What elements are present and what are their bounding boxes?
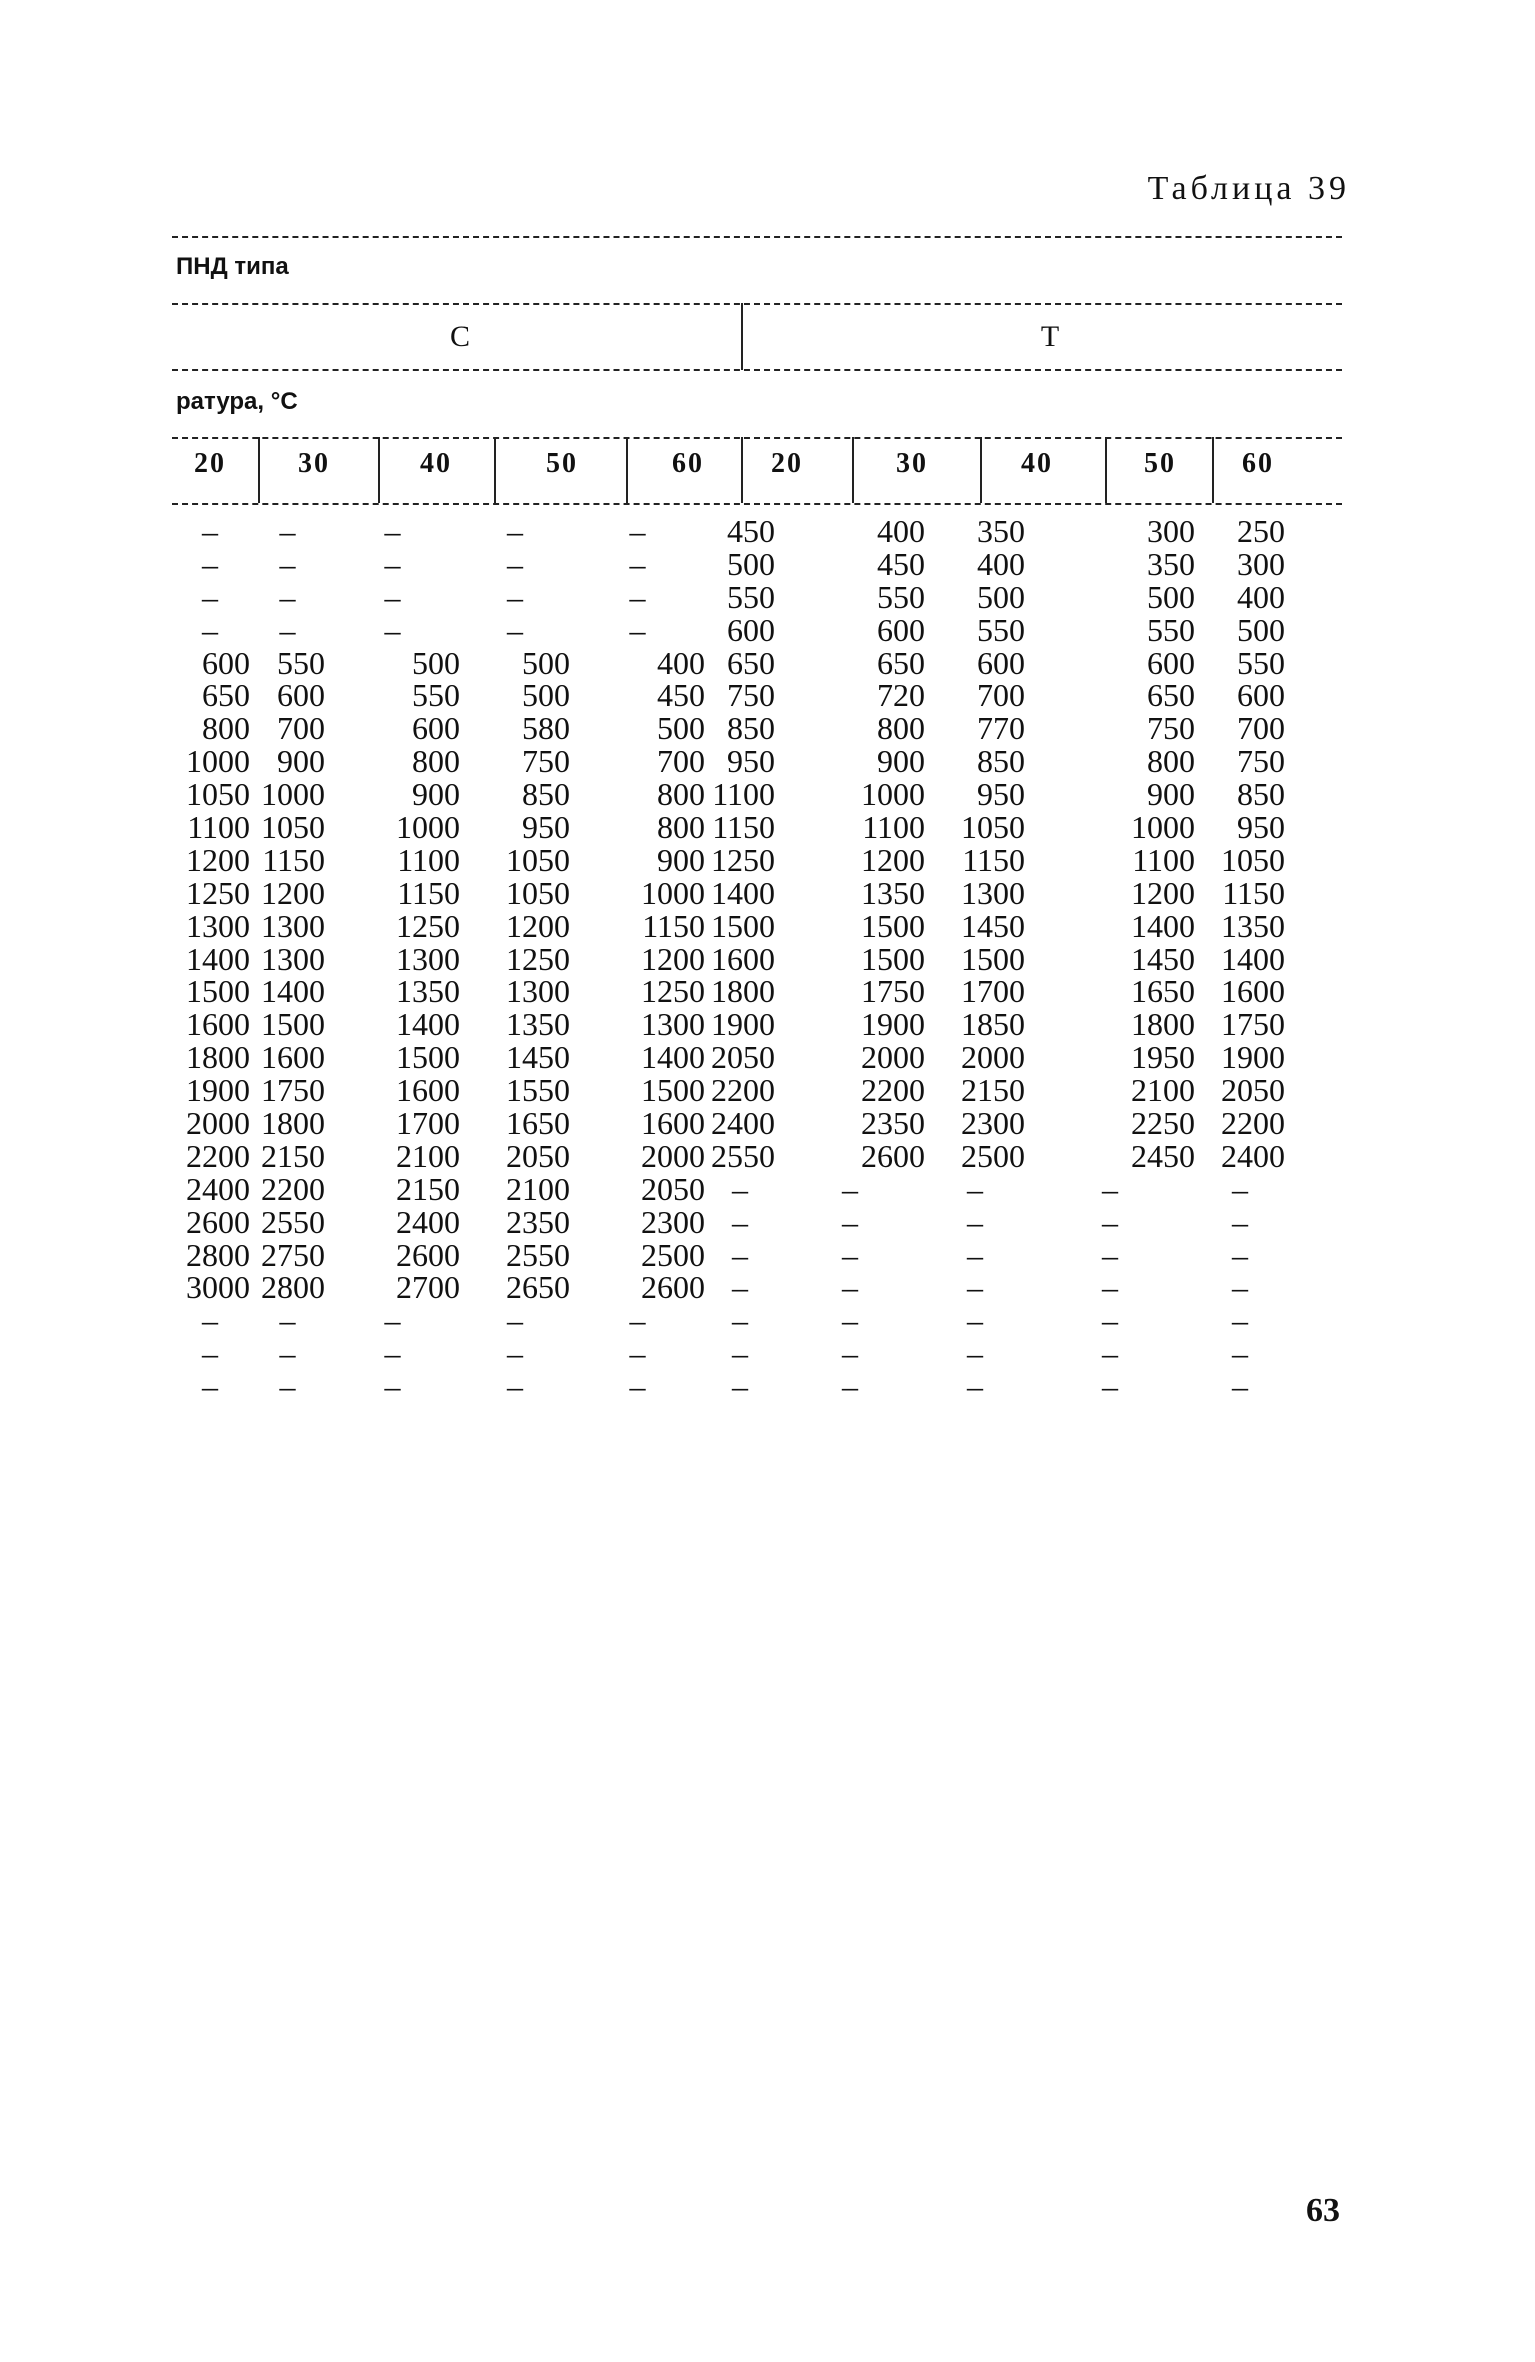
table-cell: 2450 [1131, 1137, 1195, 1174]
table-cell: 1000 [1131, 809, 1195, 846]
header-rule-2 [172, 303, 1342, 305]
table-cell: 2600 [186, 1203, 250, 1240]
table-cell: 850 [977, 743, 1025, 780]
table-cell: 700 [657, 743, 705, 780]
table-cell: – [1232, 1203, 1248, 1240]
table-cell: 1600 [1221, 973, 1285, 1010]
data-table-body [170, 515, 1285, 1403]
table-cell: – [507, 513, 523, 549]
table-cell: 950 [727, 743, 775, 780]
table-cell: 600 [1147, 644, 1195, 681]
table-cell: 2800 [261, 1269, 325, 1306]
table-cell: – [202, 578, 218, 615]
table-cell: 1250 [711, 841, 775, 878]
header-rule-top [172, 236, 1342, 238]
table-cell: – [842, 1302, 858, 1339]
table-cell: – [202, 1368, 218, 1405]
table-cell: 900 [1147, 776, 1195, 813]
group-divider [741, 303, 743, 370]
table-cell: 1500 [711, 907, 775, 944]
table-cell: – [279, 545, 296, 582]
table-cell: 1350 [1221, 907, 1285, 944]
table-cell: 2500 [961, 1137, 1025, 1174]
col-head-c-50: 50 [546, 448, 578, 479]
table-cell: 1100 [862, 809, 925, 846]
table-cell: 850 [727, 710, 775, 747]
table-cell: 800 [657, 776, 705, 813]
table-cell: 600 [1237, 677, 1285, 714]
col-head-t-60: 60 [1242, 448, 1274, 479]
table-cell: 1850 [961, 1006, 1025, 1043]
table-cell: 900 [412, 776, 460, 813]
table-cell: – [1232, 1170, 1248, 1207]
table-cell: 1000 [261, 776, 325, 813]
table-cell: 1250 [396, 907, 460, 944]
table-cell: – [384, 513, 401, 549]
table-cell: 550 [727, 578, 775, 615]
table-cell: 900 [277, 743, 325, 780]
table-cell: 600 [727, 611, 775, 648]
table-cell: 700 [977, 677, 1025, 714]
table-cell: 1750 [861, 973, 925, 1010]
table-cell: – [967, 1302, 983, 1339]
table-cell: 2600 [861, 1137, 925, 1174]
table-cell: 2050 [641, 1170, 705, 1207]
table-cell: 800 [657, 809, 705, 846]
table-cell: 2400 [186, 1170, 250, 1207]
table-cell: – [967, 1236, 983, 1273]
table-cell: 500 [1147, 578, 1195, 615]
table-cell: 2150 [396, 1170, 460, 1207]
table-cell: 1800 [1131, 1006, 1195, 1043]
table-cell: – [279, 1302, 296, 1339]
table-cell: 2350 [506, 1203, 570, 1240]
table-cell: 1200 [861, 841, 925, 878]
table-cell: 2100 [396, 1137, 460, 1174]
col-head-c-40: 40 [420, 448, 452, 479]
table-cell: – [507, 611, 523, 648]
table-cell: 580 [522, 710, 570, 747]
table-cell: 1700 [396, 1105, 460, 1142]
table-cell: – [842, 1368, 858, 1405]
table-cell: 1200 [506, 907, 570, 944]
table-cell: 500 [657, 710, 705, 747]
table-cell: 650 [727, 644, 775, 681]
table-cell: 2100 [1131, 1072, 1195, 1109]
table-cell: – [1102, 1335, 1118, 1372]
table-cell: 1400 [1221, 940, 1285, 977]
table-cell: 550 [877, 578, 925, 615]
table-cell: 650 [877, 644, 925, 681]
table-cell: 1000 [861, 776, 925, 813]
table-cell: – [279, 1335, 296, 1372]
table-cell: – [1102, 1236, 1118, 1273]
table-cell: 2550 [261, 1203, 325, 1240]
table-cell: 2050 [506, 1137, 570, 1174]
table-cell: 1650 [506, 1105, 570, 1142]
table-cell: 550 [277, 644, 325, 681]
table-cell: 1500 [861, 907, 925, 944]
table-cell: 1300 [506, 973, 570, 1010]
table-cell: 2000 [186, 1105, 250, 1142]
table-cell: 1100 [712, 776, 775, 813]
table-cell: 800 [1147, 743, 1195, 780]
table-cell: 950 [1237, 809, 1285, 846]
table-cell: 1400 [1131, 907, 1195, 944]
table-cell: – [629, 1368, 646, 1405]
table-cell: 2750 [261, 1236, 325, 1273]
table-cell: 1400 [261, 973, 325, 1010]
table-cell: – [202, 513, 218, 549]
table-cell: – [967, 1269, 983, 1306]
table-cell: 2350 [861, 1105, 925, 1142]
table-cell: 2000 [961, 1039, 1025, 1076]
table-cell: 1600 [186, 1006, 250, 1043]
table-cell: 1050 [506, 841, 570, 878]
table-cell: 2100 [506, 1170, 570, 1207]
table-cell: – [629, 545, 646, 582]
table-cell: 1100 [187, 809, 250, 846]
table-cell: 1550 [506, 1072, 570, 1109]
table-cell: 700 [1237, 710, 1285, 747]
table-cell: 2200 [711, 1072, 775, 1109]
table-cell: 770 [977, 710, 1025, 747]
table-cell: – [1102, 1368, 1118, 1405]
table-cell: 800 [412, 743, 460, 780]
table-cell: – [732, 1203, 748, 1240]
table-cell: 600 [877, 611, 925, 648]
table-cell: – [842, 1203, 858, 1240]
table-cell: 300 [1147, 513, 1195, 549]
table-cell: 2500 [641, 1236, 705, 1273]
table-cell: 500 [977, 578, 1025, 615]
table-cell: – [384, 1368, 401, 1405]
table-cell: 1750 [1221, 1006, 1285, 1043]
table-cell: 500 [522, 644, 570, 681]
table-cell: 300 [1237, 545, 1285, 582]
table-cell: – [967, 1170, 983, 1207]
group-label-c: С [449, 320, 470, 353]
table-cell: 1600 [396, 1072, 460, 1109]
table-cell: 2400 [396, 1203, 460, 1240]
table-cell: 750 [1237, 743, 1285, 780]
table-cell: 1100 [1132, 841, 1195, 878]
table-cell: – [384, 611, 401, 648]
table-cell: – [507, 578, 523, 615]
table-cell: – [384, 1335, 401, 1372]
table-cell: 1250 [186, 874, 250, 911]
table-cell: 900 [657, 841, 705, 878]
table-cell: 1400 [396, 1006, 460, 1043]
table-cell: 1600 [711, 940, 775, 977]
table-cell: 1150 [397, 874, 460, 911]
table-cell: – [842, 1269, 858, 1306]
table-cell: 1900 [711, 1006, 775, 1043]
header-rule-bottom [172, 503, 1342, 505]
col-head-c-20: 20 [194, 448, 226, 479]
table-cell: – [1102, 1302, 1118, 1339]
table-cell: – [629, 1335, 646, 1372]
table-cell: 450 [877, 545, 925, 582]
table-cell: 1400 [186, 940, 250, 977]
table-cell: 1300 [261, 907, 325, 944]
table-cell: 1150 [962, 841, 1025, 878]
table-cell: 1600 [641, 1105, 705, 1142]
col-head-c-60: 60 [672, 448, 704, 479]
col-head-t-40: 40 [1021, 448, 1053, 479]
header-rule-4 [172, 437, 1342, 439]
table-cell: 1300 [261, 940, 325, 977]
table-cell: 2200 [1221, 1105, 1285, 1142]
table-cell: – [1102, 1269, 1118, 1306]
table-cell: 1350 [396, 973, 460, 1010]
table-cell: 400 [877, 513, 925, 549]
table-cell: – [967, 1368, 983, 1405]
table-cell: 400 [657, 644, 705, 681]
group-label-t: Т [1040, 320, 1060, 353]
page-number: 63 [1306, 2192, 1340, 2229]
table-cell: – [384, 1302, 401, 1339]
table-cell: 2550 [711, 1137, 775, 1174]
table-cell: 350 [977, 513, 1025, 549]
table-cell: – [732, 1335, 748, 1372]
table-cell: 2600 [396, 1236, 460, 1273]
table-cell: 600 [277, 677, 325, 714]
table-cell: 700 [277, 710, 325, 747]
table-cell: 2250 [1131, 1105, 1195, 1142]
table-cell: – [1232, 1335, 1248, 1372]
table-cell: – [1232, 1269, 1248, 1306]
table-cell: 1600 [261, 1039, 325, 1076]
table-cell: 2400 [711, 1105, 775, 1142]
table-cell: 1500 [961, 940, 1025, 977]
table-cell: 1800 [261, 1105, 325, 1142]
table-cell: 450 [727, 513, 775, 549]
table-cell: 950 [977, 776, 1025, 813]
table-cell: – [202, 545, 218, 582]
table-cell: 1000 [641, 874, 705, 911]
table-cell: 1150 [262, 841, 325, 878]
table-cell: 1200 [641, 940, 705, 977]
table-cell: 500 [522, 677, 570, 714]
table-cell: 600 [202, 644, 250, 681]
table-cell: 950 [522, 809, 570, 846]
table-cell: – [842, 1335, 858, 1372]
table-cell: – [732, 1236, 748, 1273]
table-cell: 550 [977, 611, 1025, 648]
table-cell: 1000 [396, 809, 460, 846]
table-cell: 2000 [641, 1137, 705, 1174]
table-cell: 2550 [506, 1236, 570, 1273]
table-cell: 1050 [261, 809, 325, 846]
table-cell: 1650 [1131, 973, 1195, 1010]
table-cell: 1350 [506, 1006, 570, 1043]
table-cell: 2200 [861, 1072, 925, 1109]
header-row1-label: ПНД типа [176, 253, 289, 280]
table-cell: 1300 [961, 874, 1025, 911]
table-cell: 1950 [1131, 1039, 1195, 1076]
table-cell: 1200 [186, 841, 250, 878]
table-cell: – [279, 1368, 296, 1405]
col-head-t-20: 20 [771, 448, 803, 479]
table-cell: 750 [1147, 710, 1195, 747]
table-cell: – [732, 1269, 748, 1306]
col-head-t-50: 50 [1144, 448, 1176, 479]
table-cell: 750 [727, 677, 775, 714]
table-cell: – [1232, 1302, 1248, 1339]
table-cell: 1350 [861, 874, 925, 911]
table-cell: 1800 [711, 973, 775, 1010]
table-cell: 1500 [261, 1006, 325, 1043]
table-cell: 550 [1147, 611, 1195, 648]
table-cell: 650 [1147, 677, 1195, 714]
col-divider [494, 437, 496, 503]
table-cell: 500 [412, 644, 460, 681]
header-row3-label: ратура, °С [176, 388, 298, 415]
table-cell: 1500 [396, 1039, 460, 1076]
col-head-t-30: 30 [896, 448, 928, 479]
table-cell: 1900 [1221, 1039, 1285, 1076]
table-cell: 2150 [961, 1072, 1025, 1109]
table-cell: 1800 [186, 1039, 250, 1076]
table-cell: – [842, 1236, 858, 1273]
table-cell: 1700 [961, 973, 1025, 1010]
table-cell: 350 [1147, 545, 1195, 582]
table-cell: – [1232, 1236, 1248, 1273]
table-cell: 2050 [711, 1039, 775, 1076]
table-cell: 1750 [261, 1072, 325, 1109]
table-cell: – [507, 1302, 523, 1339]
table-cell: 800 [877, 710, 925, 747]
table-cell: – [1102, 1203, 1118, 1240]
table-cell: 1150 [642, 907, 705, 944]
table-cell: 600 [412, 710, 460, 747]
table-cell: 250 [1237, 513, 1285, 549]
table-cell: – [842, 1170, 858, 1207]
table-cell: 1300 [186, 907, 250, 944]
table-cell: – [279, 513, 296, 549]
table-cell: – [629, 513, 646, 549]
col-head-c-30: 30 [298, 448, 330, 479]
table-cell: 600 [977, 644, 1025, 681]
table-cell: 2650 [506, 1269, 570, 1306]
table-cell: – [629, 611, 646, 648]
table-cell: – [732, 1368, 748, 1405]
table-cell: – [507, 1335, 523, 1372]
table-cell: 2200 [186, 1137, 250, 1174]
table-cell: 2800 [186, 1236, 250, 1273]
table-cell: 2300 [961, 1105, 1025, 1142]
table-cell: 3000 [186, 1269, 250, 1306]
table-cell: 1200 [261, 874, 325, 911]
table-cell: 1150 [1222, 874, 1285, 911]
table-cell: 1300 [641, 1006, 705, 1043]
table-cell: – [279, 611, 296, 648]
table-cell: 450 [657, 677, 705, 714]
table-cell: 750 [522, 743, 570, 780]
table-cell: 2000 [861, 1039, 925, 1076]
table-cell: 1500 [641, 1072, 705, 1109]
table-cell: 550 [1237, 644, 1285, 681]
table-cell: 2600 [641, 1269, 705, 1306]
table-cell: 1250 [506, 940, 570, 977]
table-cell: 650 [202, 677, 250, 714]
table-cell: – [732, 1302, 748, 1339]
table-cell: 400 [977, 545, 1025, 582]
table-cell: 550 [412, 677, 460, 714]
table-caption: Таблица 39 [1147, 170, 1350, 207]
table-cell: 850 [1237, 776, 1285, 813]
table-cell: 1900 [186, 1072, 250, 1109]
table-cell: 1050 [1221, 841, 1285, 878]
table-cell: 2200 [261, 1170, 325, 1207]
table-cell: 1250 [641, 973, 705, 1010]
table-cell: 400 [1237, 578, 1285, 615]
table-cell: – [202, 1302, 218, 1339]
table-cell: 800 [202, 710, 250, 747]
table-cell: – [629, 1302, 646, 1339]
table-cell: 1300 [396, 940, 460, 977]
table-cell: – [1232, 1368, 1248, 1405]
table-cell: 720 [877, 677, 925, 714]
table-cell: 1050 [186, 776, 250, 813]
table-cell: 500 [727, 545, 775, 582]
table-cell: 500 [1237, 611, 1285, 648]
table-cell: – [507, 545, 523, 582]
table-cell: – [507, 1368, 523, 1405]
table-cell: – [732, 1170, 748, 1207]
table-cell: 1050 [506, 874, 570, 911]
table-cell: 1450 [1131, 940, 1195, 977]
table-cell: 1900 [861, 1006, 925, 1043]
table-cell: 850 [522, 776, 570, 813]
table-cell: – [1102, 1170, 1118, 1207]
table-cell: 1150 [712, 809, 775, 846]
table-cell: 2150 [261, 1137, 325, 1174]
table-cell: – [202, 611, 218, 648]
table-cell: – [384, 545, 401, 582]
table-cell: – [629, 578, 646, 615]
table-cell: 2400 [1221, 1137, 1285, 1174]
table-cell: – [967, 1335, 983, 1372]
table-cell: 1500 [186, 973, 250, 1010]
table-cell: 1450 [961, 907, 1025, 944]
table-cell: 2300 [641, 1203, 705, 1240]
table-cell: 2050 [1221, 1072, 1285, 1109]
header-rule-3 [172, 369, 1342, 371]
table-cell: 2700 [396, 1269, 460, 1306]
table-cell: 1200 [1131, 874, 1195, 911]
table-cell: 1400 [641, 1039, 705, 1076]
table-cell: 1400 [711, 874, 775, 911]
table-cell: 1450 [506, 1039, 570, 1076]
table-cell: 1050 [961, 809, 1025, 846]
table-cell: – [279, 578, 296, 615]
table-cell: 1500 [861, 940, 925, 977]
table-cell: 900 [877, 743, 925, 780]
table-cell: 1000 [186, 743, 250, 780]
table-cell: – [202, 1335, 218, 1372]
table-cell: – [384, 578, 401, 615]
table-cell: – [967, 1203, 983, 1240]
table-cell: 1100 [397, 841, 460, 878]
